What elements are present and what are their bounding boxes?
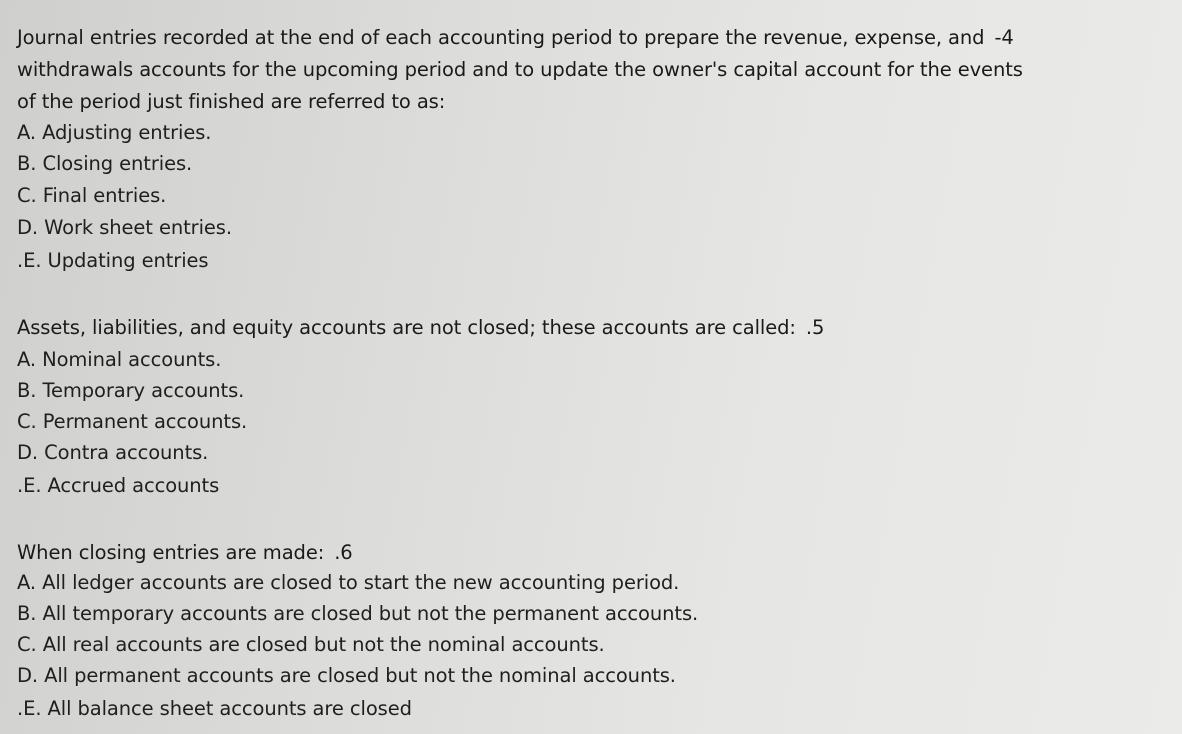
question-4-option-c[interactable]: C. Final entries. <box>17 184 167 207</box>
question-6-option-a[interactable]: A. All ledger accounts are closed to start the new accounting period. <box>17 571 680 594</box>
question-5-option-d[interactable]: D. Contra accounts. <box>17 441 209 464</box>
question-4-stem-line-3: of the period just finished are referred to as: <box>17 90 446 113</box>
question-4-option-e[interactable]: .E. Updating entries <box>17 249 209 272</box>
question-5-option-b[interactable]: B. Temporary accounts. <box>17 379 245 402</box>
question-4-option-b[interactable]: B. Closing entries. <box>17 152 193 175</box>
question-5-option-e[interactable]: .E. Accrued accounts <box>17 474 220 497</box>
question-6-stem-line-1 <box>17 541 353 565</box>
question-4-stem-text-1: Journal entries recorded at the end of each accounting period to prepare the revenue, expense, and <box>17 26 985 49</box>
question-6-option-c[interactable]: C. All real accounts are closed but not the nominal accounts. <box>17 633 605 656</box>
question-5-number: .5 <box>805 316 825 339</box>
question-4-option-a[interactable]: A. Adjusting entries. <box>17 121 212 144</box>
question-4-option-d[interactable]: D. Work sheet entries. <box>17 216 232 239</box>
question-6-option-e[interactable]: .E. All balance sheet accounts are closed <box>17 697 412 720</box>
question-4-stem-line-2: withdrawals accounts for the upcoming period and to update the owner's capital account for the events <box>17 58 1023 81</box>
question-6-stem-text-1: When closing entries are made: <box>17 541 325 564</box>
question-6-number: .6 <box>334 541 353 564</box>
question-4-number: -4 <box>994 26 1014 49</box>
question-6-option-b[interactable]: B. All temporary accounts are closed but not the permanent accounts. <box>17 602 699 625</box>
question-5-stem-line-1 <box>17 316 824 340</box>
question-5-stem-text-1: Assets, liabilities, and equity accounts are not closed; these accounts are called: <box>17 316 796 339</box>
question-5-option-c[interactable]: C. Permanent accounts. <box>17 410 248 433</box>
question-6-option-d[interactable]: D. All permanent accounts are closed but not the nominal accounts. <box>17 664 676 687</box>
question-5-option-a[interactable]: A. Nominal accounts. <box>17 348 222 371</box>
question-4-stem-line-1 <box>17 26 1014 50</box>
